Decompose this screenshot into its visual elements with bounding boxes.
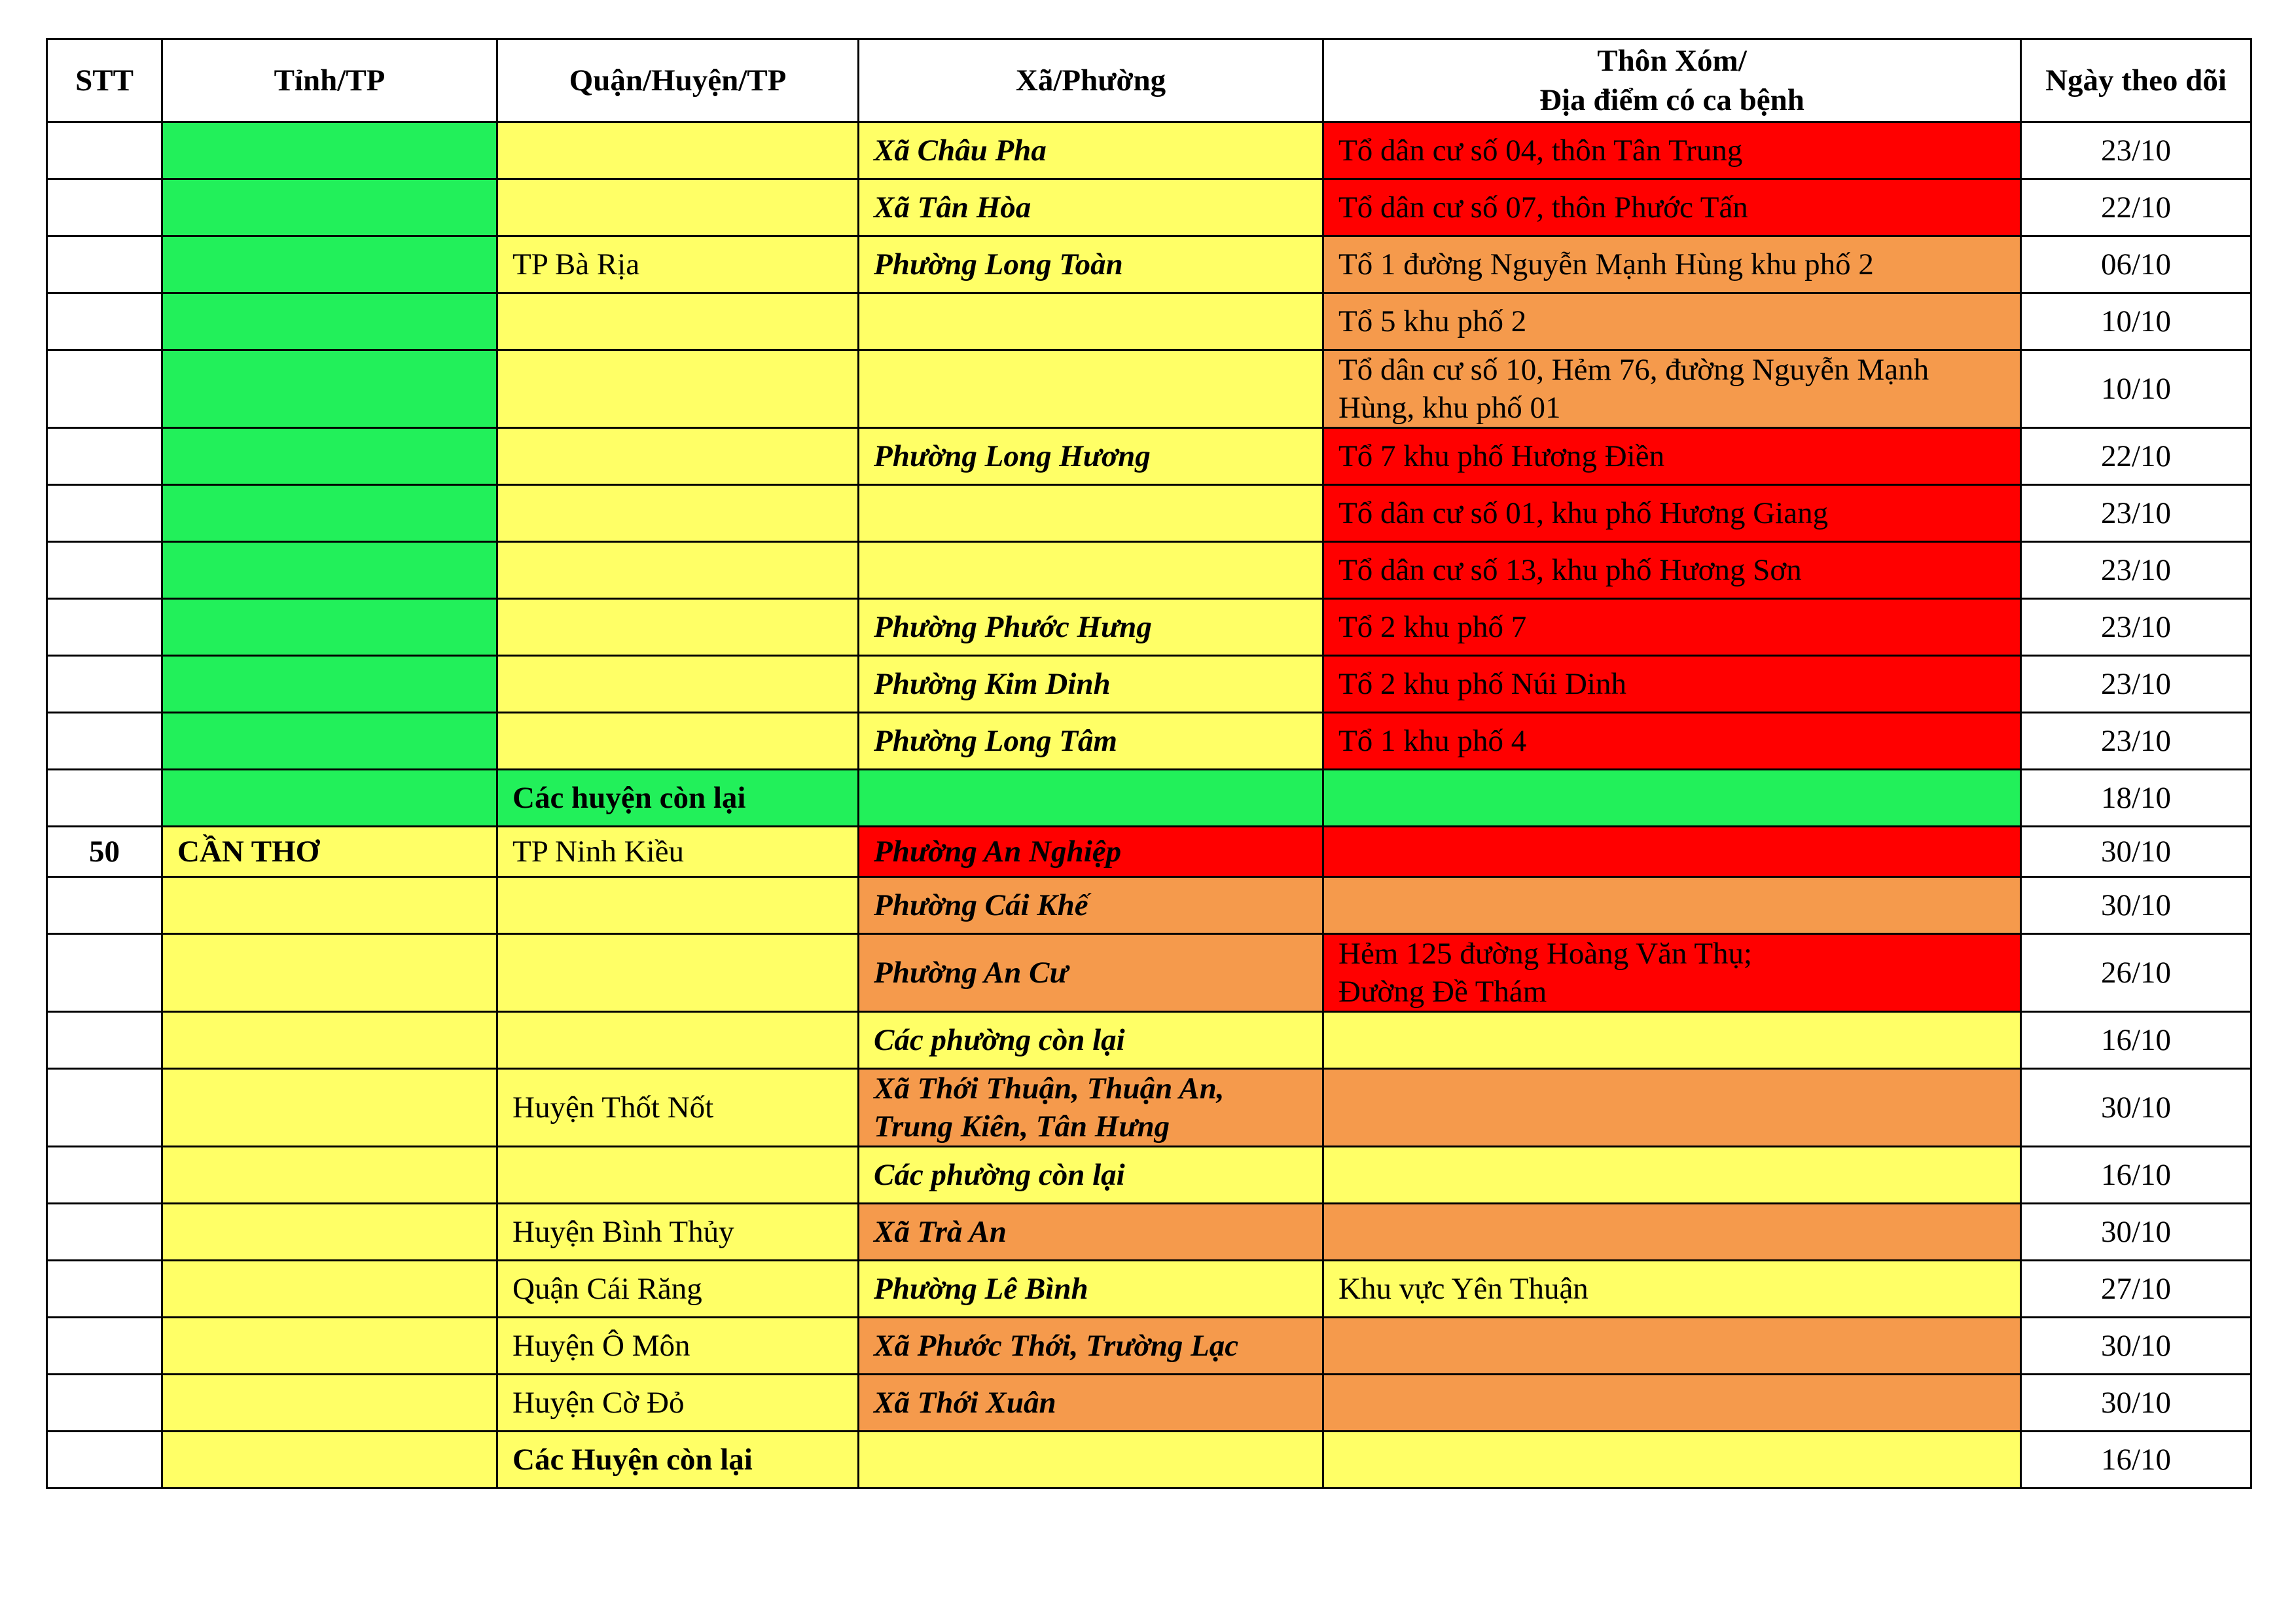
cell-stt xyxy=(47,428,162,485)
cell-ward xyxy=(859,350,1323,428)
cell-place xyxy=(1323,1318,2021,1375)
table-row xyxy=(47,542,2251,599)
table-row xyxy=(47,1261,2251,1318)
cell-district xyxy=(497,713,859,770)
cell-place: Tổ 5 khu phố 2 xyxy=(1323,293,2021,350)
cell-stt xyxy=(47,1432,162,1489)
cell-province xyxy=(162,428,497,485)
cell-stt xyxy=(47,350,162,428)
cell-district: Huyện Ô Môn xyxy=(497,1318,859,1375)
cell-district xyxy=(497,599,859,656)
cell-province xyxy=(162,713,497,770)
cell-district xyxy=(497,1147,859,1204)
cell-stt xyxy=(47,1204,162,1261)
cell-district xyxy=(497,1012,859,1069)
table-row xyxy=(47,1069,2251,1147)
cell-ward xyxy=(859,293,1323,350)
table-row xyxy=(47,1432,2251,1489)
cell-place xyxy=(1323,827,2021,877)
cell-province xyxy=(162,934,497,1012)
document-page xyxy=(46,38,2250,1489)
cell-date: 16/10 xyxy=(2021,1147,2251,1204)
cell-ward: Các phường còn lại xyxy=(859,1147,1323,1204)
cell-place: Tổ 7 khu phố Hương Điền xyxy=(1323,428,2021,485)
cell-date: 23/10 xyxy=(2021,656,2251,713)
cell-date: 18/10 xyxy=(2021,770,2251,827)
cell-province xyxy=(162,1432,497,1489)
cell-date: 10/10 xyxy=(2021,293,2251,350)
header-place-line2: Địa điểm có ca bệnh xyxy=(1539,83,1804,117)
cell-place xyxy=(1323,1204,2021,1261)
table-row xyxy=(47,236,2251,293)
cell-date: 16/10 xyxy=(2021,1012,2251,1069)
cell-ward: Xã Châu Pha xyxy=(859,122,1323,179)
header-stt: STT xyxy=(47,39,162,122)
cell-stt xyxy=(47,934,162,1012)
cell-district xyxy=(497,656,859,713)
cell-stt: 50 xyxy=(47,827,162,877)
cell-date: 30/10 xyxy=(2021,1069,2251,1147)
cell-date: 26/10 xyxy=(2021,934,2251,1012)
cell-province xyxy=(162,542,497,599)
cell-place xyxy=(1323,877,2021,934)
header-province: Tỉnh/TP xyxy=(162,39,497,122)
table-row xyxy=(47,179,2251,236)
cell-place: Tổ 1 khu phố 4 xyxy=(1323,713,2021,770)
table-row xyxy=(47,1204,2251,1261)
cell-place xyxy=(1323,1069,2021,1147)
table-header-row xyxy=(47,39,2251,122)
cell-ward: Các phường còn lại xyxy=(859,1012,1323,1069)
cell-ward xyxy=(859,1432,1323,1489)
table-row xyxy=(47,122,2251,179)
table-row xyxy=(47,485,2251,542)
cell-district: TP Bà Rịa xyxy=(497,236,859,293)
cell-stt xyxy=(47,877,162,934)
cell-stt xyxy=(47,599,162,656)
cell-province xyxy=(162,1261,497,1318)
cell-date: 30/10 xyxy=(2021,1375,2251,1432)
cell-date: 23/10 xyxy=(2021,485,2251,542)
cell-province xyxy=(162,350,497,428)
table-row xyxy=(47,827,2251,877)
cell-place: Tổ dân cư số 10, Hẻm 76, đường Nguyễn Mạnh Hùng, khu phố 01 xyxy=(1323,350,2021,428)
outbreak-location-table xyxy=(46,38,2252,1489)
table-row xyxy=(47,1147,2251,1204)
cell-province xyxy=(162,877,497,934)
cell-province xyxy=(162,1318,497,1375)
cell-place: Hẻm 125 đường Hoàng Văn Thụ; Đường Đề Thám xyxy=(1323,934,2021,1012)
cell-ward: Xã Thới Thuận, Thuận An, Trung Kiên, Tân Hưng xyxy=(859,1069,1323,1147)
cell-ward: Phường Long Tâm xyxy=(859,713,1323,770)
cell-date: 06/10 xyxy=(2021,236,2251,293)
cell-district xyxy=(497,934,859,1012)
cell-province xyxy=(162,1147,497,1204)
cell-place: Tổ 2 khu phố 7 xyxy=(1323,599,2021,656)
cell-district xyxy=(497,350,859,428)
cell-ward: Phường Kim Dinh xyxy=(859,656,1323,713)
header-district: Quận/Huyện/TP xyxy=(497,39,859,122)
cell-place xyxy=(1323,770,2021,827)
cell-date: 30/10 xyxy=(2021,1318,2251,1375)
cell-province xyxy=(162,770,497,827)
header-date: Ngày theo dõi xyxy=(2021,39,2251,122)
cell-province xyxy=(162,656,497,713)
cell-stt xyxy=(47,1375,162,1432)
table-row xyxy=(47,1318,2251,1375)
cell-province xyxy=(162,1069,497,1147)
cell-ward xyxy=(859,485,1323,542)
cell-ward xyxy=(859,770,1323,827)
header-place xyxy=(1323,39,2021,122)
cell-ward: Phường Lê Bình xyxy=(859,1261,1323,1318)
cell-district: Huyện Bình Thủy xyxy=(497,1204,859,1261)
cell-district xyxy=(497,877,859,934)
cell-date: 23/10 xyxy=(2021,122,2251,179)
cell-district: Các huyện còn lại xyxy=(497,770,859,827)
table-body xyxy=(47,122,2251,1489)
cell-province xyxy=(162,599,497,656)
cell-date: 27/10 xyxy=(2021,1261,2251,1318)
cell-ward: Phường An Nghiệp xyxy=(859,827,1323,877)
cell-ward: Xã Trà An xyxy=(859,1204,1323,1261)
cell-date: 22/10 xyxy=(2021,179,2251,236)
cell-district: TP Ninh Kiều xyxy=(497,827,859,877)
table-row xyxy=(47,656,2251,713)
cell-ward xyxy=(859,542,1323,599)
cell-stt xyxy=(47,1012,162,1069)
cell-ward: Phường Phước Hưng xyxy=(859,599,1323,656)
cell-date: 23/10 xyxy=(2021,713,2251,770)
cell-stt xyxy=(47,293,162,350)
cell-district xyxy=(497,485,859,542)
cell-district xyxy=(497,293,859,350)
cell-district xyxy=(497,122,859,179)
cell-stt xyxy=(47,236,162,293)
cell-province xyxy=(162,179,497,236)
table-row xyxy=(47,713,2251,770)
cell-province xyxy=(162,293,497,350)
cell-district xyxy=(497,428,859,485)
header-ward: Xã/Phường xyxy=(859,39,1323,122)
table-row xyxy=(47,428,2251,485)
cell-stt xyxy=(47,1261,162,1318)
table-row xyxy=(47,934,2251,1012)
table-row xyxy=(47,1375,2251,1432)
table-row xyxy=(47,1012,2251,1069)
cell-date: 23/10 xyxy=(2021,542,2251,599)
cell-ward: Phường Long Toàn xyxy=(859,236,1323,293)
cell-ward: Xã Tân Hòa xyxy=(859,179,1323,236)
table-row xyxy=(47,877,2251,934)
cell-place: Tổ 2 khu phố Núi Dinh xyxy=(1323,656,2021,713)
cell-district: Quận Cái Răng xyxy=(497,1261,859,1318)
cell-date: 16/10 xyxy=(2021,1432,2251,1489)
cell-place: Tổ dân cư số 07, thôn Phước Tấn xyxy=(1323,179,2021,236)
cell-place xyxy=(1323,1012,2021,1069)
cell-place: Tổ dân cư số 01, khu phố Hương Giang xyxy=(1323,485,2021,542)
cell-ward: Phường Long Hương xyxy=(859,428,1323,485)
cell-district: Huyện Cờ Đỏ xyxy=(497,1375,859,1432)
header-place-line1: Thôn Xóm/ xyxy=(1597,44,1747,78)
cell-stt xyxy=(47,122,162,179)
cell-province xyxy=(162,1204,497,1261)
cell-date: 23/10 xyxy=(2021,599,2251,656)
cell-stt xyxy=(47,542,162,599)
cell-place: Khu vực Yên Thuận xyxy=(1323,1261,2021,1318)
cell-ward: Phường Cái Khế xyxy=(859,877,1323,934)
cell-date: 30/10 xyxy=(2021,877,2251,934)
cell-place: Tổ dân cư số 04, thôn Tân Trung xyxy=(1323,122,2021,179)
table-row xyxy=(47,293,2251,350)
table-row xyxy=(47,599,2251,656)
table-row xyxy=(47,770,2251,827)
cell-ward: Xã Phước Thới, Trường Lạc xyxy=(859,1318,1323,1375)
cell-place: Tổ dân cư số 13, khu phố Hương Sơn xyxy=(1323,542,2021,599)
cell-place: Tổ 1 đường Nguyễn Mạnh Hùng khu phố 2 xyxy=(1323,236,2021,293)
cell-date: 22/10 xyxy=(2021,428,2251,485)
cell-stt xyxy=(47,1069,162,1147)
cell-province xyxy=(162,236,497,293)
cell-district: Huyện Thốt Nốt xyxy=(497,1069,859,1147)
cell-stt xyxy=(47,1318,162,1375)
cell-province: CẦN THƠ xyxy=(162,827,497,877)
cell-ward: Phường An Cư xyxy=(859,934,1323,1012)
table-row xyxy=(47,350,2251,428)
cell-province xyxy=(162,1375,497,1432)
cell-district xyxy=(497,179,859,236)
cell-date: 30/10 xyxy=(2021,827,2251,877)
cell-date: 10/10 xyxy=(2021,350,2251,428)
cell-province xyxy=(162,485,497,542)
cell-stt xyxy=(47,713,162,770)
cell-province xyxy=(162,1012,497,1069)
cell-ward: Xã Thới Xuân xyxy=(859,1375,1323,1432)
cell-stt xyxy=(47,1147,162,1204)
cell-date: 30/10 xyxy=(2021,1204,2251,1261)
cell-place xyxy=(1323,1375,2021,1432)
cell-district: Các Huyện còn lại xyxy=(497,1432,859,1489)
cell-district xyxy=(497,542,859,599)
cell-stt xyxy=(47,179,162,236)
cell-stt xyxy=(47,770,162,827)
cell-stt xyxy=(47,485,162,542)
cell-stt xyxy=(47,656,162,713)
cell-place xyxy=(1323,1432,2021,1489)
cell-province xyxy=(162,122,497,179)
cell-place xyxy=(1323,1147,2021,1204)
